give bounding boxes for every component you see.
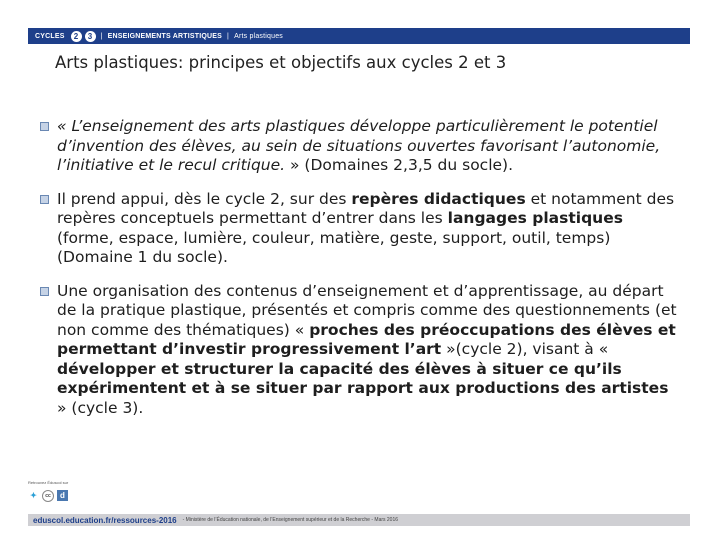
bullet-text-segment: et notamment des repères conceptuels permettant d’entrer dans les: [57, 189, 675, 227]
bullet-item: [40, 282, 680, 419]
header-separator: |: [100, 32, 103, 40]
bullet-item: [40, 190, 680, 268]
dailymotion-icon[interactable]: d: [57, 490, 68, 501]
header-section: ENSEIGNEMENTS ARTISTIQUES: [107, 32, 223, 40]
cycle-3-badge: 3: [85, 31, 96, 42]
bullet-list: [40, 117, 680, 418]
bullet-text-segment: « L’enseignement des arts plastiques développe particulièrement le potentiel d’invention des élèves, au sein de situations ouvertes favorisant l’autonomie, l’initiative et le recul critique.: [57, 117, 661, 174]
creative-commons-icon[interactable]: cc: [42, 490, 54, 502]
header-bar: [28, 28, 690, 44]
bullet-item: [40, 117, 680, 176]
social-icons: [28, 490, 68, 502]
bullet-text-segment: langages plastiques: [447, 209, 623, 227]
bullet-text-segment: développer et structurer la capacité des élèves à situer ce qu’ils expérimentent et à se situer par rapport aux productions des artistes: [57, 359, 669, 397]
bullet-text-segment: Une organisation des contenus d’enseignement et d’apprentissage, au départ de la pratique plastique, présentés et compris comme des questionnements (et non comme des thématiques) «: [57, 281, 677, 339]
cycles-label: CYCLES: [35, 32, 65, 40]
cycle-2-badge: 2: [71, 31, 82, 42]
twitter-icon[interactable]: ✦: [30, 491, 37, 500]
footer-social-caption: Retrouvez Éduscol sur: [28, 480, 69, 485]
page-title: Arts plastiques: principes et objectifs aux cycles 2 et 3: [55, 53, 507, 72]
footer-url[interactable]: eduscol.education.fr/ressources-2016: [33, 515, 177, 525]
bullet-text-segment: » (cycle 3).: [57, 398, 144, 417]
bullet-text-segment: repères didactiques: [351, 189, 526, 208]
footer-bar: [28, 514, 690, 526]
bullet-text-segment: »(cycle 2), visant à «: [441, 340, 609, 358]
bullet-text-segment: proches des préoccupations des élèves et permettant d’investir progressivement l’art: [57, 320, 676, 358]
bullet-text-segment: Il prend appui, dès le cycle 2, sur des: [57, 189, 352, 208]
bullet-square-icon: [40, 122, 49, 131]
header-separator-2: |: [227, 32, 230, 40]
bullet-square-icon: [40, 287, 49, 296]
bullet-text-segment: » (Domaines 2,3,5 du socle).: [285, 156, 514, 174]
bullet-text-segment: (forme, espace, lumière, couleur, matière, geste, support, outil, temps) (Domaine 1 du socle).: [57, 228, 611, 266]
footer-credit: - Ministère de l’Éducation nationale, de l’Enseignement supérieur et de la Recherche - Mars 2016: [182, 517, 399, 523]
bullet-square-icon: [40, 195, 49, 204]
header-subject: Arts plastiques: [234, 32, 283, 40]
